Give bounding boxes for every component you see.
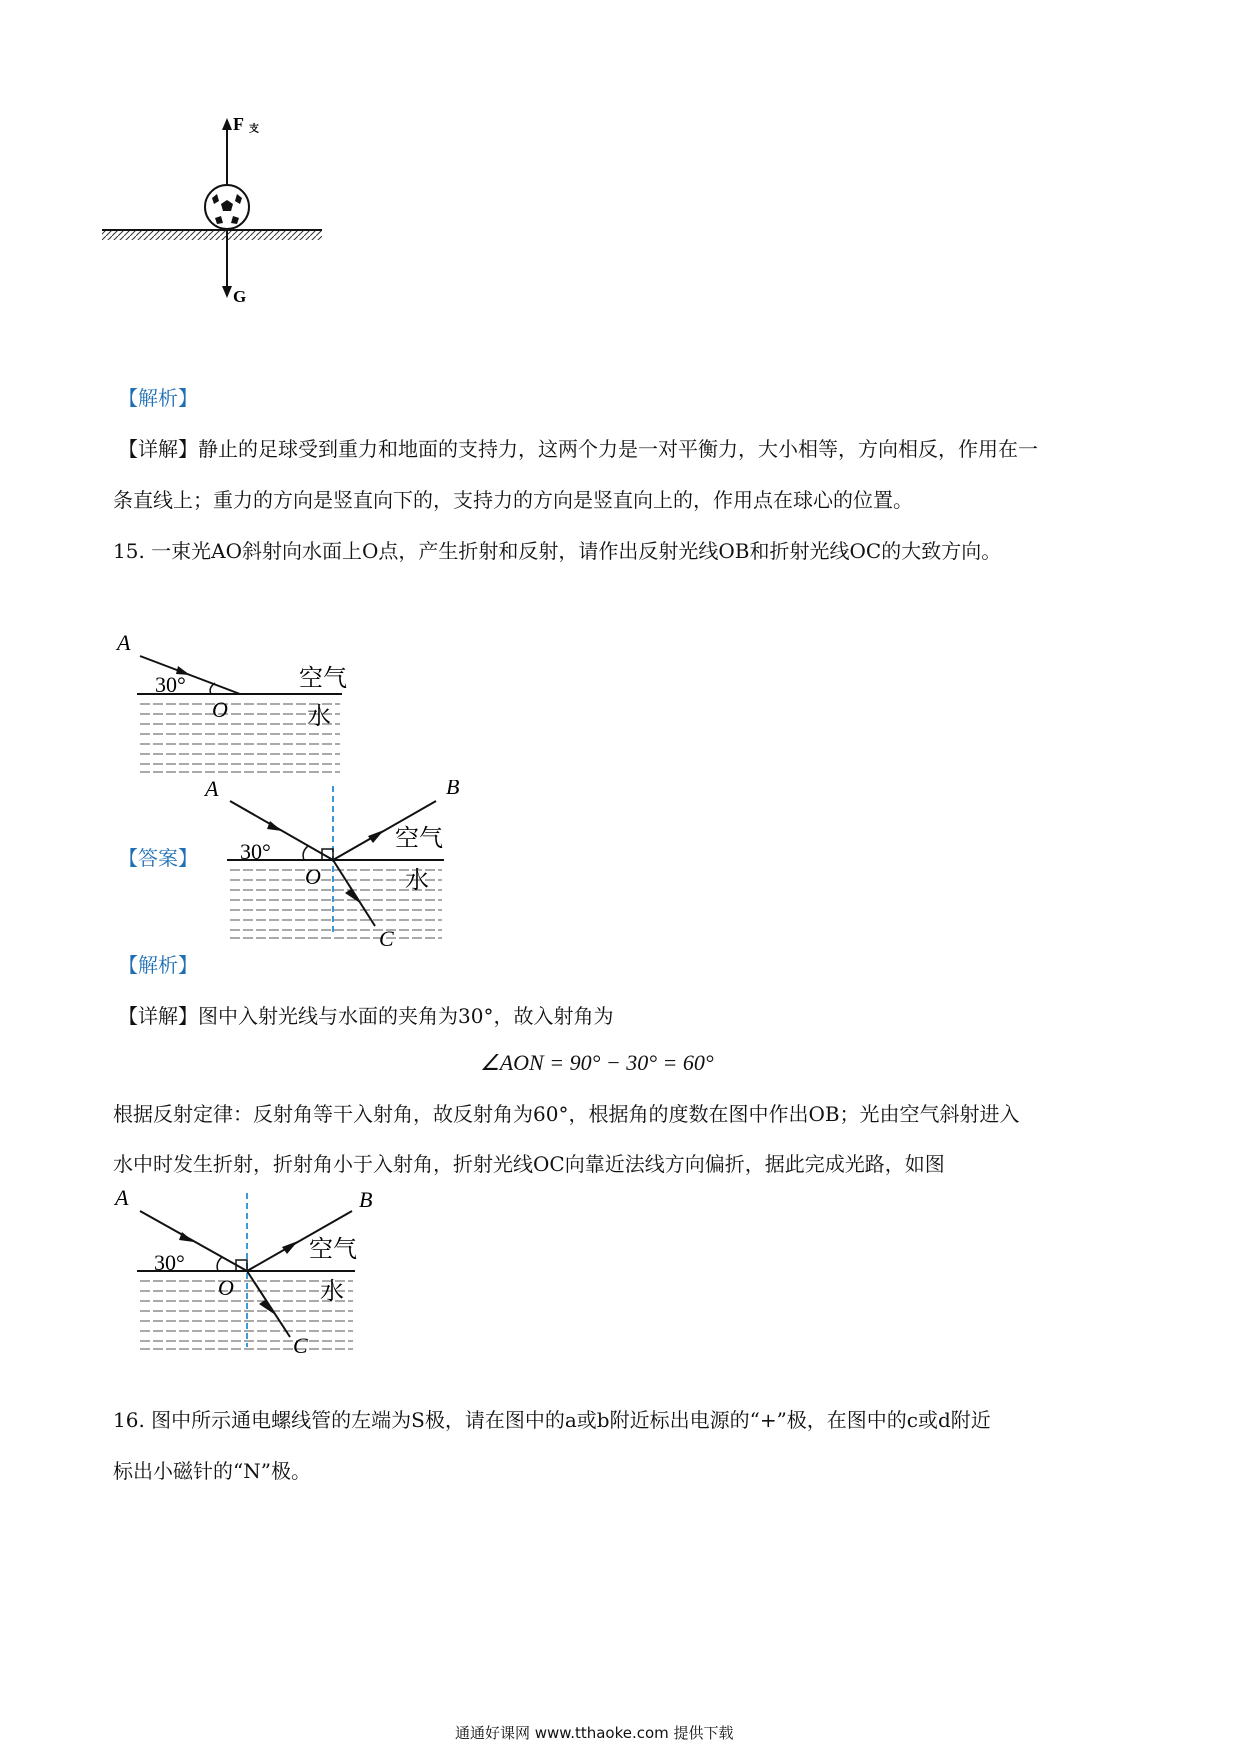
label-b: B: [359, 1187, 373, 1212]
football-icon: [205, 185, 249, 229]
water-label: 水: [405, 868, 429, 894]
g-label: G: [233, 287, 247, 306]
detail-14-line1: 【详解】静止的足球受到重力和地面的支持力，这两个力是一对平衡力，大小相等，方向相反，作用在一: [118, 437, 1038, 461]
question-light-diagram: [105, 620, 355, 775]
detail-15-line3: 水中时发生折射，折射角小于入射角，折射光线OC向靠近法线方向偏折，据此完成光路，如图: [113, 1152, 945, 1176]
reflected-arrow: [282, 1241, 298, 1254]
f-subscript: 支: [249, 124, 259, 135]
water-label: 水: [320, 1279, 344, 1305]
footer-text: 通通好课网 www.tthaoke.com 提供下载: [455, 1724, 734, 1742]
detail-15-line2: 根据反射定律：反射角等干入射角，故反射角为60°，根据角的度数在图中作出OB；光由空气斜射进入: [113, 1102, 1020, 1126]
label-c: C: [379, 926, 394, 950]
reflected-arrow: [368, 830, 384, 843]
label-a: A: [205, 780, 219, 801]
label-o: O: [305, 864, 321, 889]
support-force-arrow: [222, 118, 232, 130]
question-16-line2: 标出小磁针的“N”极。: [113, 1459, 311, 1483]
question-16-line1: 16. 图中所示通电螺线管的左端为S极，请在图中的a或b附近标出电源的“+”极，在图中的c或d附近: [113, 1408, 991, 1432]
label-c: C: [293, 1333, 308, 1355]
answer-tag-15: 【答案】: [118, 846, 198, 870]
label-o: O: [212, 697, 228, 722]
f-label: F: [233, 114, 244, 134]
angle-arc: [303, 846, 308, 860]
analysis-tag-15: 【解析】: [118, 953, 198, 977]
angle-arc: [217, 1257, 222, 1271]
answer-light-diagram: [200, 780, 460, 950]
label-a: A: [117, 630, 131, 655]
air-label: 空气: [309, 1237, 357, 1263]
detail-15-line1: 【详解】图中入射光线与水面的夹角为30°，故入射角为: [118, 1004, 614, 1028]
air-label: 空气: [395, 826, 443, 852]
angle-label: 30°: [154, 1250, 185, 1275]
water-label: 水: [307, 704, 331, 730]
label-b: B: [446, 780, 460, 799]
ball-force-diagram: [100, 110, 340, 310]
angle-label: 30°: [240, 839, 271, 864]
analysis-tag-14: 【解析】: [118, 386, 198, 410]
equation: ∠AON = 90° − 30° = 60°: [480, 1050, 714, 1075]
ground-hatch: [102, 230, 322, 240]
gravity-arrow: [222, 286, 232, 298]
label-a: A: [115, 1185, 129, 1210]
air-label: 空气: [299, 666, 347, 692]
detail-14-line2: 条直线上；重力的方向是竖直向下的，支持力的方向是竖直向上的，作用点在球心的位置。: [113, 488, 913, 512]
label-o: O: [218, 1275, 234, 1300]
question-15: 15. 一束光AO斜射向水面上O点，产生折射和反射，请作出反射光线OB和折射光线OC的大致方向。: [113, 539, 1002, 563]
angle-label: 30°: [155, 672, 186, 697]
solution-light-diagram: [110, 1185, 380, 1355]
